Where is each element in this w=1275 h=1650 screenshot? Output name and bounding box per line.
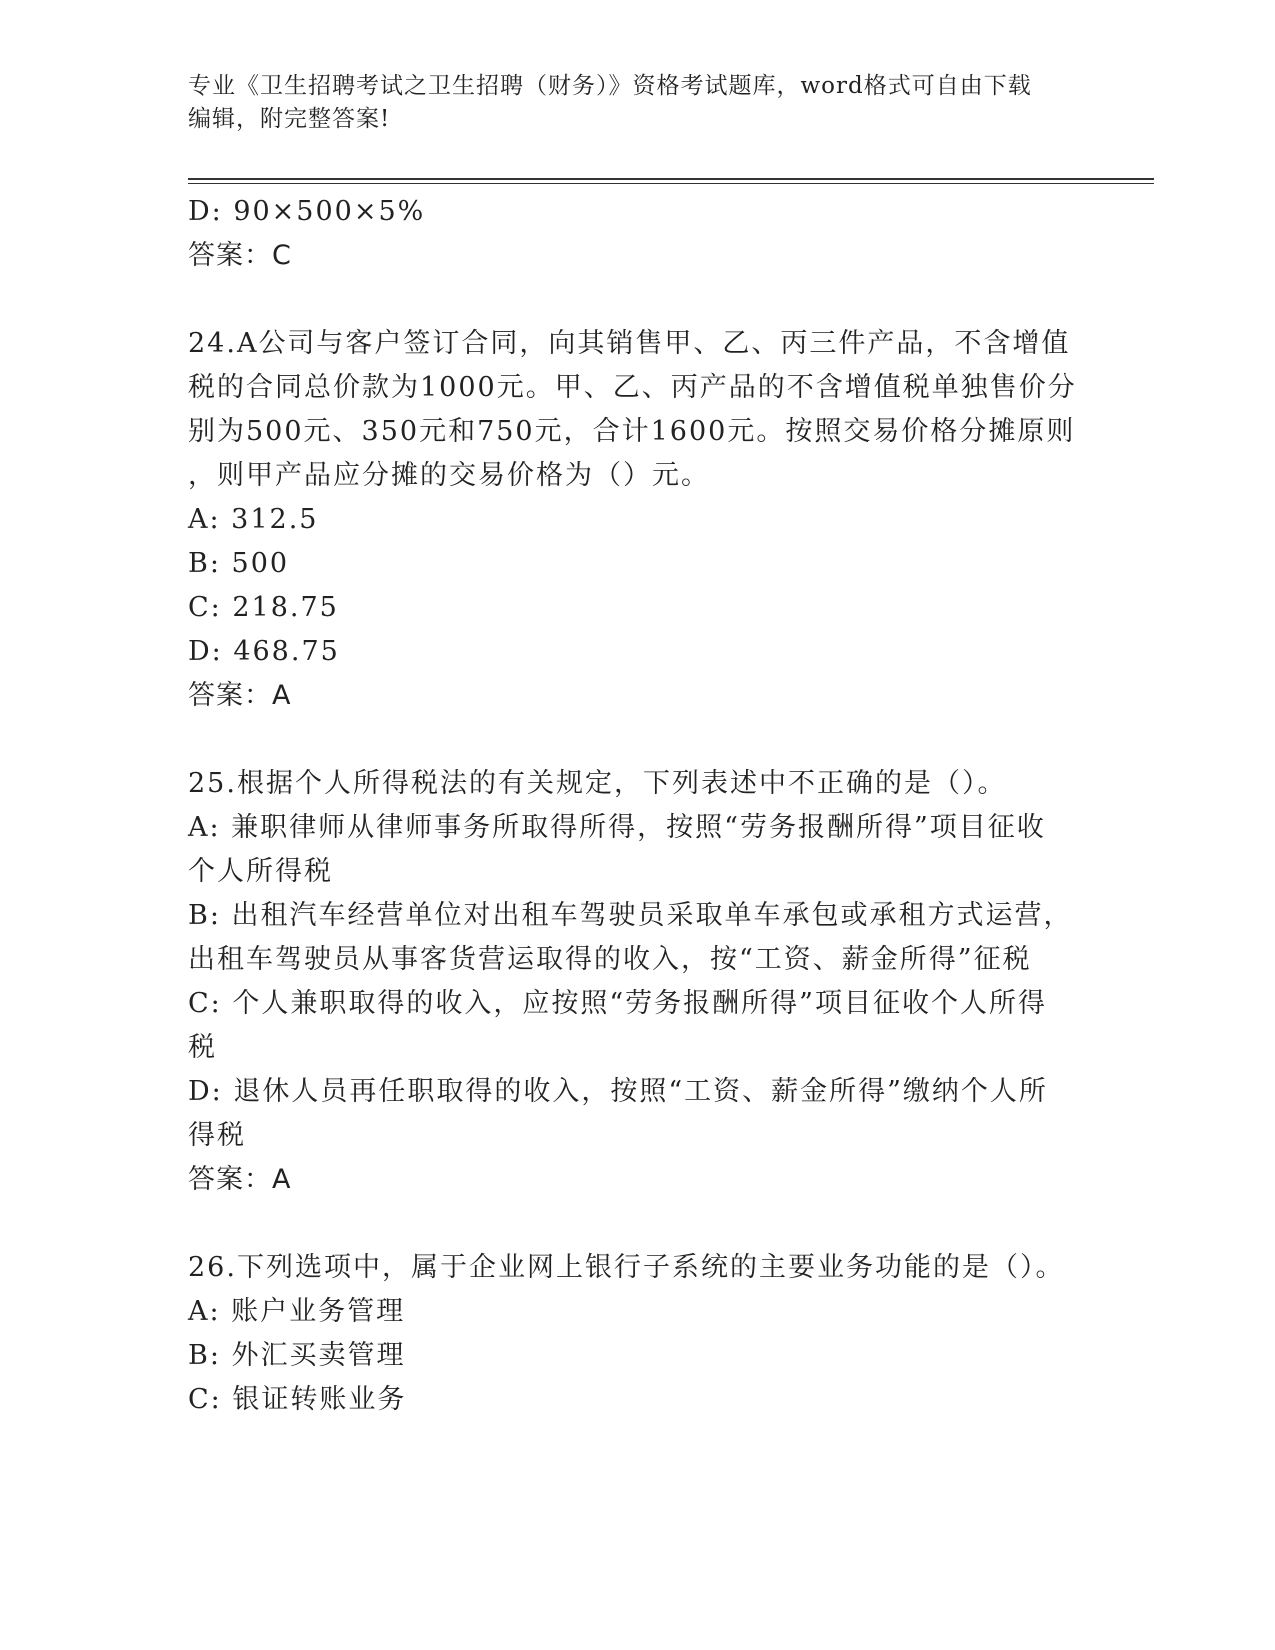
q25-option-d-line-2: 得税 — [188, 1120, 246, 1151]
q25-stem: 25.根据个人所得税法的有关规定，下列表述中不正确的是（）。 — [188, 768, 1007, 799]
q26-option-c: C: 银证转账业务 — [188, 1384, 407, 1415]
q25-option-c-line-1: C: 个人兼职取得的收入，应按照“劳务报酬所得”项目征收个人所得 — [188, 988, 1047, 1019]
q23-answer: 答案：C — [188, 240, 292, 271]
q26-option-b: B: 外汇买卖管理 — [188, 1340, 406, 1371]
q25-option-a-line-2: 个人所得税 — [188, 856, 333, 887]
q23-option-d: D: 90×500×5% — [188, 196, 426, 227]
q24-option-c: C: 218.75 — [188, 592, 339, 623]
q25-option-a-line-1: A: 兼职律师从律师事务所取得所得，按照“劳务报酬所得”项目征收 — [188, 812, 1046, 843]
q25-option-c-line-2: 税 — [188, 1032, 217, 1063]
q25-answer: 答案：A — [188, 1164, 292, 1195]
header-divider-thin — [188, 183, 1154, 184]
q24-answer: 答案：A — [188, 680, 292, 711]
header-line-2: 编辑，附完整答案! — [188, 106, 391, 132]
q24-option-b: B: 500 — [188, 548, 290, 579]
q25-option-b-line-2: 出租车驾驶员从事客货营运取得的收入，按“工资、薪金所得”征税 — [188, 944, 1032, 975]
q24-stem-line-1: 24.A公司与客户签订合同，向其销售甲、乙、丙三件产品，不含增值 — [188, 328, 1071, 359]
header-divider — [188, 178, 1154, 180]
q25-option-d-line-1: D: 退休人员再任职取得的收入，按照“工资、薪金所得”缴纳个人所 — [188, 1076, 1048, 1107]
q26-stem: 26.下列选项中，属于企业网上银行子系统的主要业务功能的是（）。 — [188, 1252, 1065, 1283]
q24-stem-line-4: ，则甲产品应分摊的交易价格为（）元。 — [188, 460, 710, 491]
q24-option-d: D: 468.75 — [188, 636, 340, 667]
q24-option-a: A: 312.5 — [188, 504, 319, 535]
q24-stem-line-2: 税的合同总价款为1000元。甲、乙、丙产品的不含增值税单独售价分 — [188, 372, 1077, 403]
q26-option-a: A: 账户业务管理 — [188, 1296, 406, 1327]
header-line-1: 专业《卫生招聘考试之卫生招聘（财务）》资格考试题库，word格式可自由下载 — [188, 73, 1032, 99]
q24-stem-line-3: 别为500元、350元和750元，合计1600元。按照交易价格分摊原则 — [188, 416, 1076, 447]
page-header — [188, 70, 1088, 136]
q25-option-b-line-1: B: 出租汽车经营单位对出租车驾驶员采取单车承包或承租方式运营， — [188, 900, 1073, 931]
